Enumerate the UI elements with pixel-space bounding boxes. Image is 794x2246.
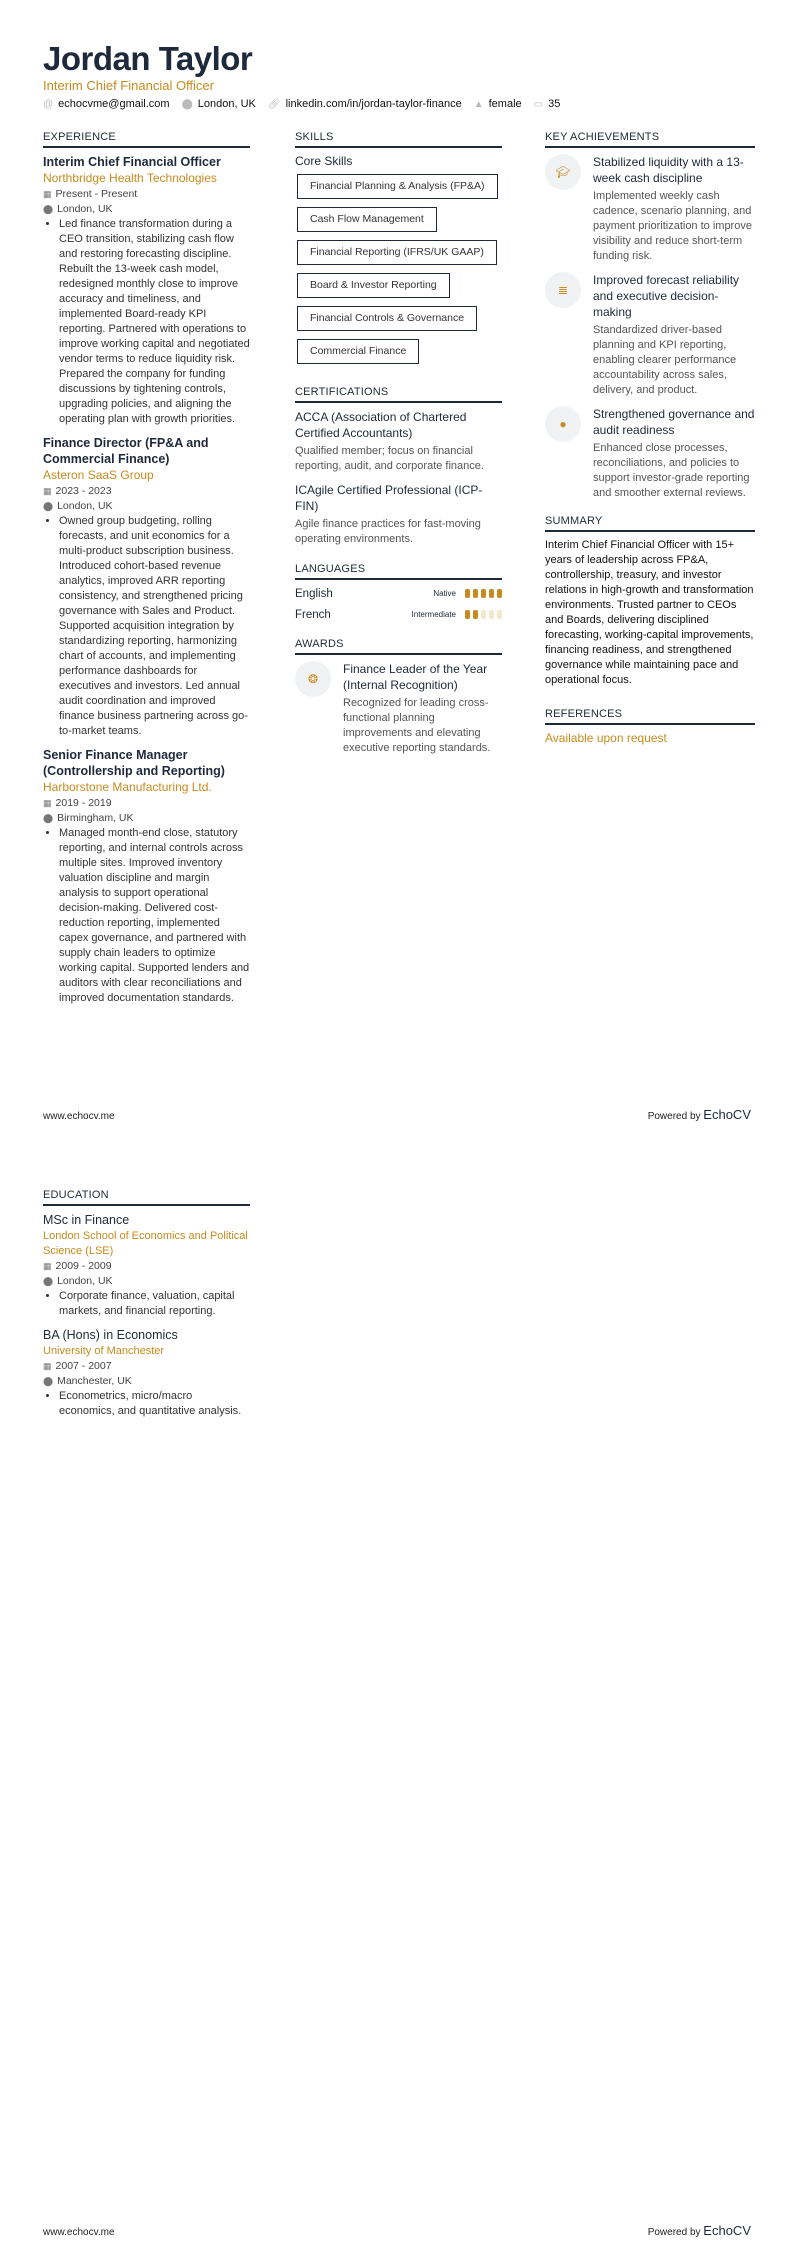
achievement-title: Improved forecast reliability and executive decision-making: [593, 273, 740, 319]
graduation-cap-icon: 🎓︎: [545, 154, 581, 190]
job-bullets: [43, 826, 250, 1006]
contact-email[interactable]: @ echocvme@gmail.com: [43, 98, 170, 110]
footer-site[interactable]: www.echocv.me: [43, 2227, 115, 2238]
location-icon: ⬤: [43, 501, 54, 511]
location-icon: ⬤: [43, 204, 54, 214]
contact-bar: [43, 98, 560, 110]
skill-chip: Commercial Finance: [297, 339, 419, 364]
skill-chip: Board & Investor Reporting: [297, 273, 450, 298]
cert-title: ACCA (Association of Chartered Certified Accountants): [295, 410, 467, 440]
level-dot: [489, 610, 494, 619]
language-level: Intermediate: [411, 610, 456, 619]
job-company: Northbridge Health Technologies: [43, 171, 217, 185]
skill-chip: Financial Controls & Governance: [297, 306, 477, 331]
job-entry: [43, 747, 250, 1006]
degree: MSc in Finance: [43, 1213, 130, 1227]
dates-text: 2007 - 2007: [55, 1360, 112, 1372]
section-heading: AWARDS: [295, 638, 502, 655]
calendar-icon: ▦: [43, 1361, 52, 1371]
skill-chip: Financial Reporting (IFRS/UK GAAP): [297, 240, 497, 265]
brand-logo[interactable]: EchoCV: [703, 1107, 751, 1122]
section-heading: REFERENCES: [545, 708, 755, 725]
location-text: London, UK: [57, 203, 113, 215]
calendar-icon: ▭: [533, 99, 544, 110]
section-heading: LANGUAGES: [295, 563, 502, 580]
contact-linkedin[interactable]: 🔗︎ linkedin.com/in/jordan-taylor-finance: [267, 98, 462, 110]
certification-item: [295, 482, 502, 547]
section-heading: KEY ACHIEVEMENTS: [545, 131, 755, 148]
achievement-title: Stabilized liquidity with a 13-week cash discipline: [593, 155, 744, 185]
section-heading: CERTIFICATIONS: [295, 386, 502, 403]
job-dates: [43, 484, 250, 499]
achievement-desc: Enhanced close processes, reconciliations, and policies to support investor-grade reporting and smoother external reviews.: [593, 442, 750, 499]
cert-title: ICAgile Certified Professional (ICP-FIN): [295, 483, 483, 513]
calendar-icon: ▦: [43, 1261, 52, 1271]
summary-text: Interim Chief Financial Officer with 15+ years of leadership across FP&A, controllership, treasury, and investor relations in high-growth and transformation environments. Trusted partner to CEOs and Boards, delivering disciplined forecasting, working-capital improvements, financing readiness, and strengthened governance while maintaining pace and operational focus.: [545, 539, 754, 686]
cert-desc: Qualified member; focus on financial reporting, audit, and corporate finance.: [295, 445, 484, 472]
location-text: Manchester, UK: [57, 1375, 132, 1387]
footer-powered: Powered by EchoCV: [647, 2223, 751, 2238]
school: University of Manchester: [43, 1345, 165, 1357]
edu-dates: [43, 1359, 250, 1374]
education-entry: [43, 1327, 250, 1419]
level-dot: [481, 610, 486, 619]
person-icon: ▲: [473, 99, 484, 110]
job-bullets: [43, 217, 250, 427]
language-level: Native: [433, 589, 456, 598]
school: London School of Economics and Political Science (LSE): [43, 1230, 248, 1257]
level-dot: [465, 589, 470, 598]
skill-chip: Financial Planning & Analysis (FP&A): [297, 174, 498, 199]
job-entry: [43, 435, 250, 739]
achievement-title: Strengthened governance and audit readiness: [593, 407, 755, 437]
experience-section: [43, 131, 250, 1014]
skill-chip: Cash Flow Management: [297, 207, 437, 232]
calendar-icon: ▦: [43, 189, 52, 199]
language-item: [295, 586, 502, 601]
level-dot: [473, 589, 478, 598]
job-location: [43, 202, 250, 217]
language-item: [295, 607, 502, 622]
edu-location: [43, 1374, 250, 1389]
dates-text: 2023 - 2023: [55, 485, 112, 497]
footer-powered: Powered by EchoCV: [647, 1107, 751, 1122]
award-desc: Recognized for leading cross-functional planning improvements and elevating executive reporting standards.: [343, 697, 491, 754]
edu-description: • Corporate finance, valuation, capital markets, and financial reporting.: [59, 1289, 250, 1319]
skill-group-title: Core Skills: [295, 154, 353, 168]
job-location: [43, 811, 250, 826]
degree: BA (Hons) in Economics: [43, 1328, 178, 1342]
contact-gender: ▲ female: [473, 98, 522, 110]
achievements-section: [545, 131, 755, 745]
job-dates: [43, 187, 250, 202]
job-title: Finance Director (FP&A and Commercial Finance): [43, 436, 209, 466]
level-dot: [497, 589, 502, 598]
level-dot: [465, 610, 470, 619]
at-icon: @: [43, 99, 54, 110]
contact-location: ⬤ London, UK: [181, 98, 256, 110]
section-heading: SKILLS: [295, 131, 502, 148]
dates-text: 2019 - 2019: [55, 797, 112, 809]
brand-logo[interactable]: EchoCV: [703, 2223, 751, 2238]
language-name: French: [295, 608, 331, 621]
achievement-item: [545, 272, 755, 398]
job-title: Interim Chief Financial Officer: [43, 155, 221, 169]
location-icon: ⬤: [43, 1276, 54, 1286]
calendar-icon: ▦: [43, 486, 52, 496]
location-text: London, UK: [57, 500, 113, 512]
achievement-desc: Standardized driver-based planning and KPI reporting, enabling clearer performance accountability across sales, delivery, and product.: [593, 324, 737, 396]
award-icon: ❂: [295, 661, 331, 697]
level-dot: [497, 610, 502, 619]
link-icon: 🔗︎: [267, 99, 281, 110]
certification-item: [295, 409, 502, 474]
footer-site[interactable]: www.echocv.me: [43, 1111, 115, 1122]
dates-text: Present - Present: [55, 188, 138, 200]
level-dot: [481, 589, 486, 598]
job-description: • Led finance transformation during a CEO transition, stabilizing cash flow and restoring forecasting discipline. Rebuilt the 13-week cash model, redesigned monthly close to improve accuracy and timeliness, and implemented Board-ready KPI reporting. Partnered with operations to improve working capital and negotiated vendor terms to reduce liquidity risk. Prepared the company for funding discussions by tightening controls, upgrading policies, and aligning the operating plan with growth priorities.: [59, 217, 250, 427]
job-description: • Managed month-end close, statutory reporting, and internal controls across multiple sites. Improved inventory valuation discipline and margin analysis to support operational decision-making. Delivered cost-reduction reporting, implemented capex governance, and partnered with supply chain leaders to optimize working capital. Supported lenders and auditors with clear reconciliations and improved documentation standards.: [59, 826, 250, 1006]
candidate-role: Interim Chief Financial Officer: [43, 78, 214, 93]
edu-description: • Econometrics, micro/macro economics, and quantitative analysis.: [59, 1389, 250, 1419]
level-dot: [473, 610, 478, 619]
location-icon: ⬤: [181, 99, 193, 110]
skills-section: [295, 131, 502, 764]
section-heading: EDUCATION: [43, 1189, 250, 1206]
award-item: [295, 661, 502, 756]
education-section: [43, 1189, 250, 1427]
candidate-name: Jordan Taylor: [43, 40, 253, 77]
coin-icon: ●: [545, 406, 581, 442]
achievement-item: [545, 406, 755, 501]
contact-age: ▭ 35: [533, 98, 561, 110]
award-title: Finance Leader of the Year (Internal Recognition): [343, 662, 488, 692]
job-company: Harborstone Manufacturing Ltd.: [43, 780, 212, 794]
list-icon: ≣: [545, 272, 581, 308]
edu-location: [43, 1274, 250, 1289]
job-title: Senior Finance Manager (Controllership and Reporting): [43, 748, 225, 778]
job-company: Asteron SaaS Group: [43, 468, 154, 482]
job-description: • Owned group budgeting, rolling forecasts, and unit economics for a multi-product subscription business. Introduced cohort-based revenue analytics, improved ARR reporting consistency, and strengthened pricing governance with Sales and Product. Supported acquisition integration by standardizing reporting, harmonizing chart of accounts, and implementing performance dashboards for executives and investors. Led annual audit coordination and improved finance business partnering across go-to-market teams.: [59, 514, 250, 739]
job-bullets: [43, 514, 250, 739]
section-heading: EXPERIENCE: [43, 131, 250, 148]
cert-desc: Agile finance practices for fast-moving operating environments.: [295, 518, 481, 545]
education-entry: [43, 1212, 250, 1319]
edu-dates: [43, 1259, 250, 1274]
location-text: Birmingham, UK: [57, 812, 134, 824]
level-dot: [489, 589, 494, 598]
location-text: London, UK: [57, 1275, 113, 1287]
job-dates: [43, 796, 250, 811]
location-icon: ⬤: [43, 1376, 54, 1386]
achievement-item: [545, 154, 755, 264]
edu-bullets: [43, 1289, 250, 1319]
job-location: [43, 499, 250, 514]
dates-text: 2009 - 2009: [55, 1260, 112, 1272]
location-icon: ⬤: [43, 813, 54, 823]
language-name: English: [295, 587, 333, 600]
references-text: Available upon request: [545, 731, 667, 745]
edu-bullets: [43, 1389, 250, 1419]
section-heading: SUMMARY: [545, 515, 755, 532]
job-entry: [43, 154, 250, 427]
achievement-desc: Implemented weekly cash cadence, scenario planning, and payment prioritization to improve visibility and reduce short-term funding risk.: [593, 190, 752, 262]
calendar-icon: ▦: [43, 798, 52, 808]
